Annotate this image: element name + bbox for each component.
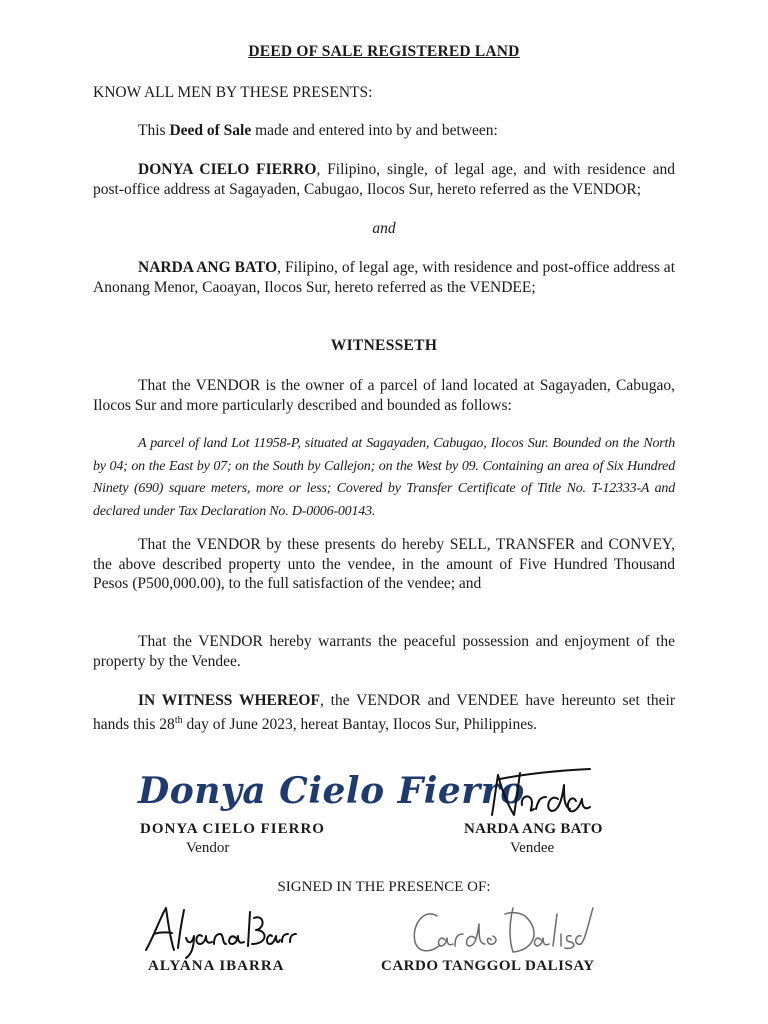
ownership-paragraph: That the VENDOR is the owner of a parcel of land located at Sagayaden, Cabugao, Ilocos Sur and more particularly described and bounded as follows: xyxy=(93,377,675,414)
intro-line: KNOW ALL MEN BY THESE PRESENTS: xyxy=(93,84,373,101)
vendor-role-label: Vendor xyxy=(186,840,230,856)
vendor-signature: Donya Cielo Fierro xyxy=(138,770,525,812)
witness-whereof-bold: IN WITNESS WHEREOF xyxy=(138,692,320,709)
opening-post: made and entered into by and between: xyxy=(251,122,498,139)
document-title: DEED OF SALE REGISTERED LAND xyxy=(248,43,520,60)
vendee-role-label: Vendee xyxy=(510,840,555,856)
witness1-signature xyxy=(140,900,300,960)
and-connector: and xyxy=(372,220,396,237)
vendor-paragraph xyxy=(93,160,675,199)
opening-pre: This xyxy=(138,122,170,139)
vendee-printed-name: NARDA ANG BATO xyxy=(464,821,603,837)
vendee-name-bold: NARDA ANG BATO xyxy=(138,259,278,276)
witness-whereof-end: day of June 2023, hereat Bantay, Ilocos Sur, Philippines. xyxy=(182,715,537,733)
witness2-signature xyxy=(405,900,595,960)
vendor-printed-name: DONYA CIELO FIERRO xyxy=(140,821,325,837)
vendor-name-bold: DONYA CIELO FIERRO xyxy=(138,161,317,178)
sale-paragraph: That the VENDOR by these presents do hereby SELL, TRANSFER and CONVEY, the above described property unto the vendee, in the amount of Five Hundred Thousand Pesos (P500,000.00), to the full satisfaction of the vendee; and xyxy=(93,536,675,592)
witnesseth-heading: WITNESSETH xyxy=(330,337,438,354)
date-ordinal-suffix: th xyxy=(174,714,183,726)
presence-heading: SIGNED IN THE PRESENCE OF: xyxy=(277,879,491,895)
vendee-paragraph xyxy=(93,258,675,297)
witness2-printed-name: CARDO TANGGOL DALISAY xyxy=(381,958,595,974)
vendor-details: , Filipino, single, of legal age, and with residence and post-office address at Sagayaden, Cabugao, Ilocos Sur, hereto referred as the VENDOR; xyxy=(93,161,675,198)
vendee-details: , Filipino, of legal age, with residence and post-office address at Anonang Menor, Caoayan, Ilocos Sur, hereto referred as the VENDEE; xyxy=(93,259,675,296)
opening-paragraph xyxy=(93,121,675,141)
warranty-paragraph: That the VENDOR hereby warrants the peaceful possession and enjoyment of the property by the Vendee. xyxy=(93,633,675,670)
witness-whereof-paragraph xyxy=(93,691,675,734)
land-description: A parcel of land Lot 11958-P, situated at Sagayaden, Cabugao, Ilocos Sur. Bounded on the North by 04; on the East by 07; on the South by Callejon; on the West by 09. Containing an area of Six Hundred Ninety (690) square meters, more or less; Covered by Transfer Certificate of Title No. T-12333-A and declared under Tax Declaration No. D-0006-00143. xyxy=(93,436,675,519)
witness-whereof-text: , the VENDOR and VENDEE have hereunto set their hands this 28 xyxy=(93,692,675,733)
opening-bold: Deed of Sale xyxy=(169,122,252,139)
vendee-signature xyxy=(480,765,610,825)
witness1-printed-name: ALYANA IBARRA xyxy=(148,958,285,974)
